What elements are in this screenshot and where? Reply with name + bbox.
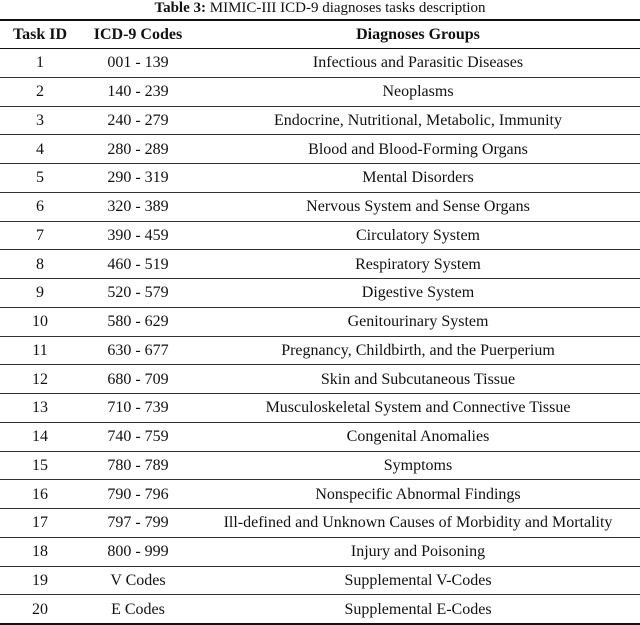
- table-row: [0, 135, 640, 164]
- table-row: [0, 537, 640, 566]
- diagnoses-group-cell: Neoplasms: [196, 77, 640, 106]
- icd9-codes-cell: 630 - 677: [80, 336, 196, 365]
- diagnoses-table: [0, 19, 640, 625]
- table-row: [0, 509, 640, 538]
- caption-text: MIMIC-III ICD-9 diagnoses tasks description: [209, 0, 486, 16]
- icd9-codes-cell: 280 - 289: [80, 135, 196, 164]
- task-id-cell: 13: [0, 394, 80, 423]
- table-row: [0, 394, 640, 423]
- icd9-codes-cell: 240 - 279: [80, 106, 196, 135]
- table-row: [0, 451, 640, 480]
- caption-label: Table 3:: [154, 0, 206, 16]
- icd9-codes-cell: E Codes: [80, 595, 196, 624]
- table-row: [0, 595, 640, 624]
- diagnoses-group-cell: Symptoms: [196, 451, 640, 480]
- icd9-codes-cell: 790 - 796: [80, 480, 196, 509]
- header-diagnoses-groups: Diagnoses Groups: [196, 20, 640, 49]
- icd9-codes-cell: 780 - 789: [80, 451, 196, 480]
- header-task-id: Task ID: [0, 20, 80, 49]
- diagnoses-group-cell: Nonspecific Abnormal Findings: [196, 480, 640, 509]
- icd9-codes-cell: 140 - 239: [80, 77, 196, 106]
- diagnoses-group-cell: Supplemental E-Codes: [196, 595, 640, 624]
- diagnoses-group-cell: Skin and Subcutaneous Tissue: [196, 365, 640, 394]
- header-icd9-codes: ICD-9 Codes: [80, 20, 196, 49]
- task-id-cell: 1: [0, 49, 80, 78]
- task-id-cell: 7: [0, 221, 80, 250]
- table-row: [0, 279, 640, 308]
- icd9-codes-cell: 800 - 999: [80, 537, 196, 566]
- table-caption: [0, 0, 640, 17]
- table-row: [0, 164, 640, 193]
- diagnoses-group-cell: Respiratory System: [196, 250, 640, 279]
- task-id-cell: 6: [0, 192, 80, 221]
- task-id-cell: 5: [0, 164, 80, 193]
- icd9-codes-cell: 520 - 579: [80, 279, 196, 308]
- diagnoses-group-cell: Circulatory System: [196, 221, 640, 250]
- icd9-codes-cell: 460 - 519: [80, 250, 196, 279]
- task-id-cell: 10: [0, 307, 80, 336]
- icd9-codes-cell: 740 - 759: [80, 422, 196, 451]
- diagnoses-group-cell: Congenital Anomalies: [196, 422, 640, 451]
- diagnoses-group-cell: Mental Disorders: [196, 164, 640, 193]
- icd9-codes-cell: 290 - 319: [80, 164, 196, 193]
- task-id-cell: 17: [0, 509, 80, 538]
- diagnoses-group-cell: Nervous System and Sense Organs: [196, 192, 640, 221]
- diagnoses-group-cell: Blood and Blood-Forming Organs: [196, 135, 640, 164]
- icd9-codes-cell: 680 - 709: [80, 365, 196, 394]
- diagnoses-group-cell: Endocrine, Nutritional, Metabolic, Immunity: [196, 106, 640, 135]
- diagnoses-group-cell: Injury and Poisoning: [196, 537, 640, 566]
- task-id-cell: 2: [0, 77, 80, 106]
- diagnoses-group-cell: Infectious and Parasitic Diseases: [196, 49, 640, 78]
- diagnoses-group-cell: Pregnancy, Childbirth, and the Puerperium: [196, 336, 640, 365]
- task-id-cell: 20: [0, 595, 80, 624]
- table-row: [0, 221, 640, 250]
- task-id-cell: 11: [0, 336, 80, 365]
- task-id-cell: 9: [0, 279, 80, 308]
- task-id-cell: 12: [0, 365, 80, 394]
- table-row: [0, 106, 640, 135]
- task-id-cell: 8: [0, 250, 80, 279]
- icd9-codes-cell: 001 - 139: [80, 49, 196, 78]
- icd9-codes-cell: 797 - 799: [80, 509, 196, 538]
- diagnoses-group-cell: Supplemental V-Codes: [196, 566, 640, 595]
- diagnoses-group-cell: Musculoskeletal System and Connective Tissue: [196, 394, 640, 423]
- table-row: [0, 192, 640, 221]
- table-row: [0, 422, 640, 451]
- header-row: [0, 20, 640, 49]
- table-row: [0, 77, 640, 106]
- table-row: [0, 49, 640, 78]
- table-row: [0, 566, 640, 595]
- icd9-codes-cell: 390 - 459: [80, 221, 196, 250]
- task-id-cell: 15: [0, 451, 80, 480]
- table-row: [0, 365, 640, 394]
- task-id-cell: 3: [0, 106, 80, 135]
- diagnoses-group-cell: Digestive System: [196, 279, 640, 308]
- table-row: [0, 336, 640, 365]
- task-id-cell: 18: [0, 537, 80, 566]
- task-id-cell: 14: [0, 422, 80, 451]
- diagnoses-group-cell: Genitourinary System: [196, 307, 640, 336]
- task-id-cell: 4: [0, 135, 80, 164]
- icd9-codes-cell: 580 - 629: [80, 307, 196, 336]
- table-row: [0, 307, 640, 336]
- icd9-codes-cell: 710 - 739: [80, 394, 196, 423]
- table-row: [0, 480, 640, 509]
- task-id-cell: 19: [0, 566, 80, 595]
- task-id-cell: 16: [0, 480, 80, 509]
- icd9-codes-cell: 320 - 389: [80, 192, 196, 221]
- table-row: [0, 250, 640, 279]
- diagnoses-group-cell: Ill-defined and Unknown Causes of Morbidity and Mortality: [196, 509, 640, 538]
- icd9-codes-cell: V Codes: [80, 566, 196, 595]
